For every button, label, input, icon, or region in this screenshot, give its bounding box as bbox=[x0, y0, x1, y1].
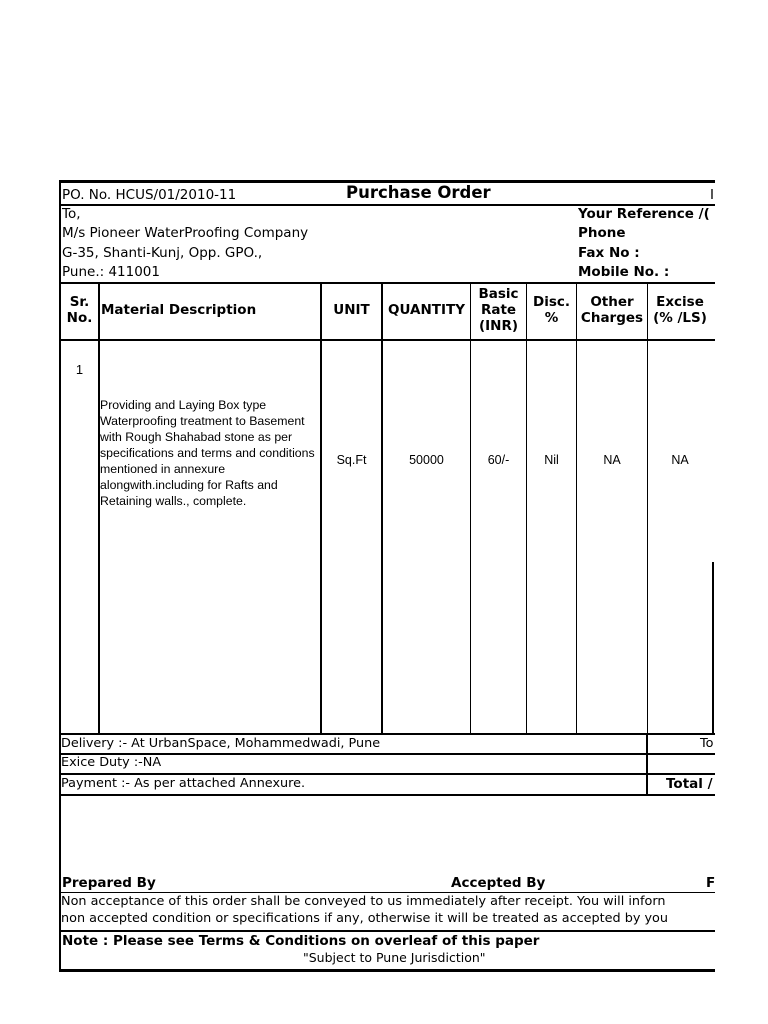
header-other-charges: Other Charges bbox=[580, 294, 644, 326]
po-number: PO. No. HCUS/01/2010-11 bbox=[62, 187, 237, 203]
row-basic-rate: 60/- bbox=[487, 453, 510, 467]
payment-terms: Payment :- As per attached Annexure. bbox=[61, 776, 306, 791]
your-reference-label: Your Reference /( bbox=[578, 206, 710, 222]
terms-bottom-line bbox=[59, 794, 715, 796]
bottom-border bbox=[59, 969, 715, 972]
col-sep-6 bbox=[576, 282, 577, 734]
header-unit: UNIT bbox=[333, 302, 370, 318]
vendor-address: G-35, Shanti-Kunj, Opp. GPO., bbox=[62, 245, 263, 261]
title-tail: I bbox=[710, 187, 714, 203]
to-label: To, bbox=[62, 206, 81, 222]
delivery-tail: To bbox=[700, 736, 714, 751]
notice-bottom-line bbox=[59, 930, 715, 932]
header-material-description: Material Description bbox=[101, 302, 257, 318]
phone-label: Phone bbox=[578, 225, 626, 241]
row-other-charges: NA bbox=[603, 453, 621, 467]
document-title: Purchase Order bbox=[346, 183, 491, 202]
col-sep-4 bbox=[470, 282, 471, 734]
vendor-city: Pune.: 411001 bbox=[62, 264, 160, 280]
header-sr-no: Sr. No. bbox=[66, 294, 93, 326]
row-unit: Sq.Ft bbox=[336, 453, 367, 467]
terms-line-3 bbox=[59, 773, 715, 775]
delivery-terms: Delivery :- At UrbanSpace, Mohammedwadi, Pune bbox=[61, 736, 381, 751]
col-sep-3 bbox=[381, 282, 383, 734]
col-sep-5 bbox=[526, 282, 527, 734]
mobile-label: Mobile No. : bbox=[578, 264, 670, 280]
col-sep-7 bbox=[647, 282, 648, 734]
excise-duty-terms: Exice Duty :-NA bbox=[61, 755, 162, 770]
signature-tail: F bbox=[706, 875, 716, 891]
terms-note: Note : Please see Terms & Conditions on overleaf of this paper bbox=[62, 933, 540, 949]
total-tail: Total / bbox=[666, 776, 713, 792]
header-excise: Excise (% /LS) bbox=[653, 294, 707, 326]
row-quantity: 50000 bbox=[409, 453, 444, 467]
row-discount: Nil bbox=[544, 453, 559, 467]
row-excise: NA bbox=[671, 453, 689, 467]
non-acceptance-notice-line-2: non accepted condition or specifications if any, otherwise it will be treated as accepted by you bbox=[61, 911, 668, 926]
col-sep-8 bbox=[712, 562, 714, 734]
col-sep-2 bbox=[320, 282, 322, 734]
row-sr-no: 1 bbox=[75, 362, 84, 377]
terms-top-line bbox=[59, 733, 715, 735]
non-acceptance-notice-line-1: Non acceptance of this order shall be conveyed to us immediately after receipt. You will inforn bbox=[61, 894, 666, 909]
header-quantity: QUANTITY bbox=[388, 302, 465, 318]
signature-line bbox=[59, 892, 715, 893]
prepared-by-label: Prepared By bbox=[62, 875, 156, 891]
table-header-top bbox=[59, 282, 715, 284]
table-header-bottom bbox=[59, 339, 715, 341]
row-material-description: Providing and Laying Box type Waterproofing treatment to Basement with Rough Shahabad stone as per specifications and terms and conditions mentioned in annexure alongwith.including for Rafts and Retaining walls., complete. bbox=[100, 398, 315, 508]
header-discount: Disc. % bbox=[533, 294, 570, 326]
fax-label: Fax No : bbox=[578, 245, 640, 261]
jurisdiction-note: "Subject to Pune Jurisdiction" bbox=[303, 950, 486, 965]
header-basic-rate: Basic Rate (INR) bbox=[478, 286, 519, 334]
terms-col-sep bbox=[646, 733, 648, 796]
accepted-by-label: Accepted By bbox=[451, 875, 546, 891]
vendor-name: M/s Pioneer WaterProofing Company bbox=[62, 225, 309, 241]
